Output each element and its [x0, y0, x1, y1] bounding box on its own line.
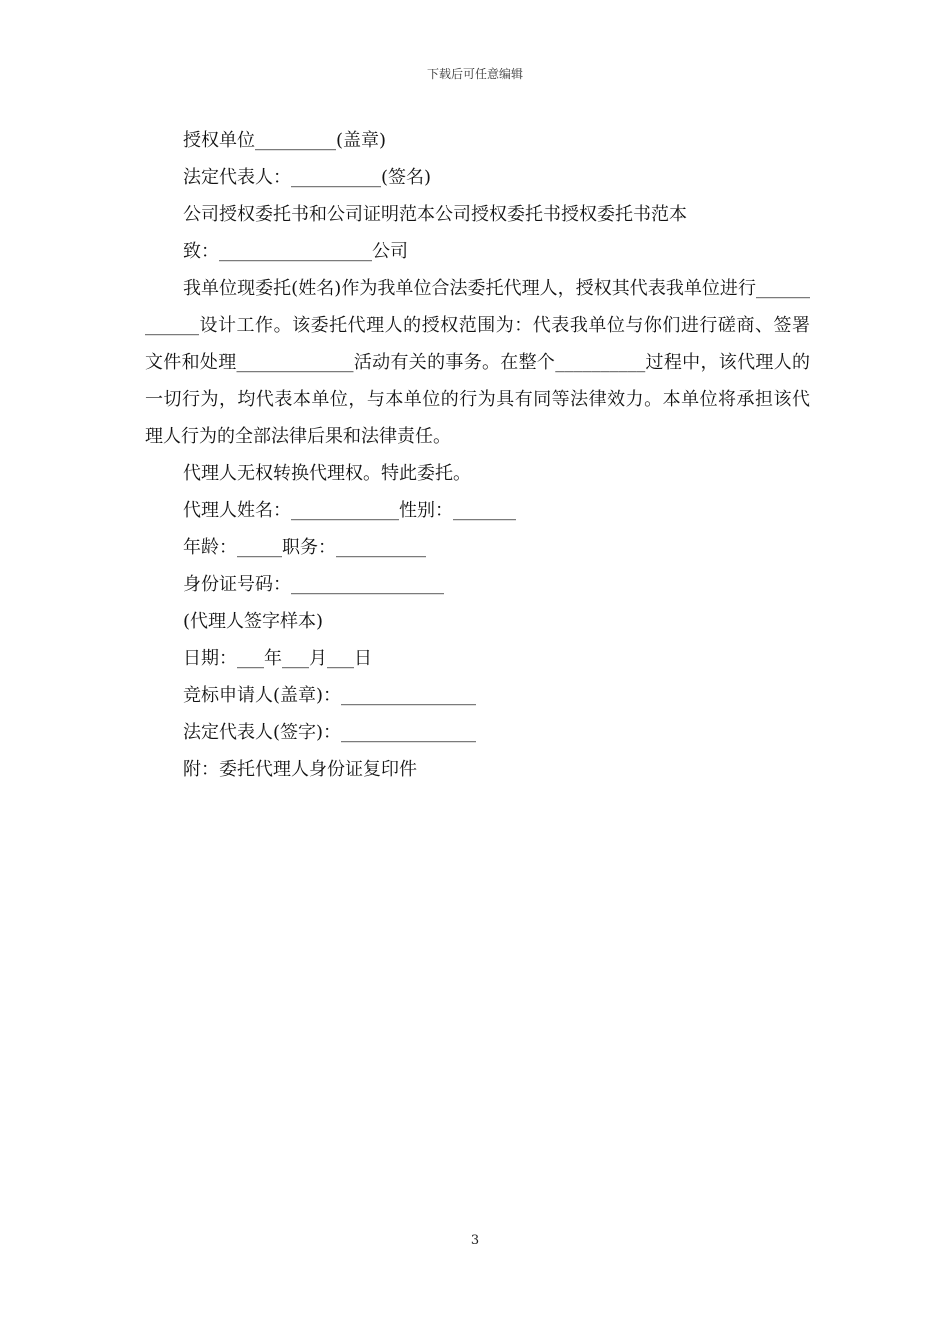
bidder-seal-line: 竞标申请人(盖章)：_______________: [183, 685, 477, 706]
date-line: 日期：___年___月___日: [183, 648, 372, 669]
document-body: [145, 122, 810, 788]
page-header: 下载后可任意编辑: [426, 67, 523, 81]
legal-representative-signature-line: 法定代表人(签字)：_______________: [183, 722, 477, 743]
attachment-note-line: 附：委托代理人身份证复印件: [183, 759, 417, 780]
authorization-paragraph: 我单位现委托(姓名)作为我单位合法委托代理人，授权其代表我单位进行____________设计工作。该委托代理人的授权范围为：代表我单位与你们进行磋商、签署文件和处理_____________活动有关的事务。在整个__________过程中，该代理人的一切行为，均代表本单位，与本单位的行为具有同等法律效力。本单位将承担该代理人行为的全部法律后果和法律责任。: [145, 278, 810, 447]
agent-name-gender-line: 代理人姓名：____________性别：_______: [183, 500, 516, 521]
signature-sample-line: (代理人签字样本): [183, 611, 324, 632]
authorizing-unit-line: 授权单位_________(盖章): [183, 130, 387, 151]
id-number-line: 身份证号码：_________________: [183, 574, 444, 595]
addressee-line: 致：_________________公司: [183, 241, 408, 262]
legal-representative-sign-line: 法定代表人：__________(签名): [183, 167, 432, 188]
document-title-line: 公司授权委托书和公司证明范本公司授权委托书授权委托书范本: [183, 204, 687, 225]
page-number: 3: [470, 1233, 480, 1248]
age-position-line: 年龄：_____职务：__________: [183, 537, 426, 558]
no-transfer-statement: 代理人无权转换代理权。特此委托。: [183, 463, 471, 484]
